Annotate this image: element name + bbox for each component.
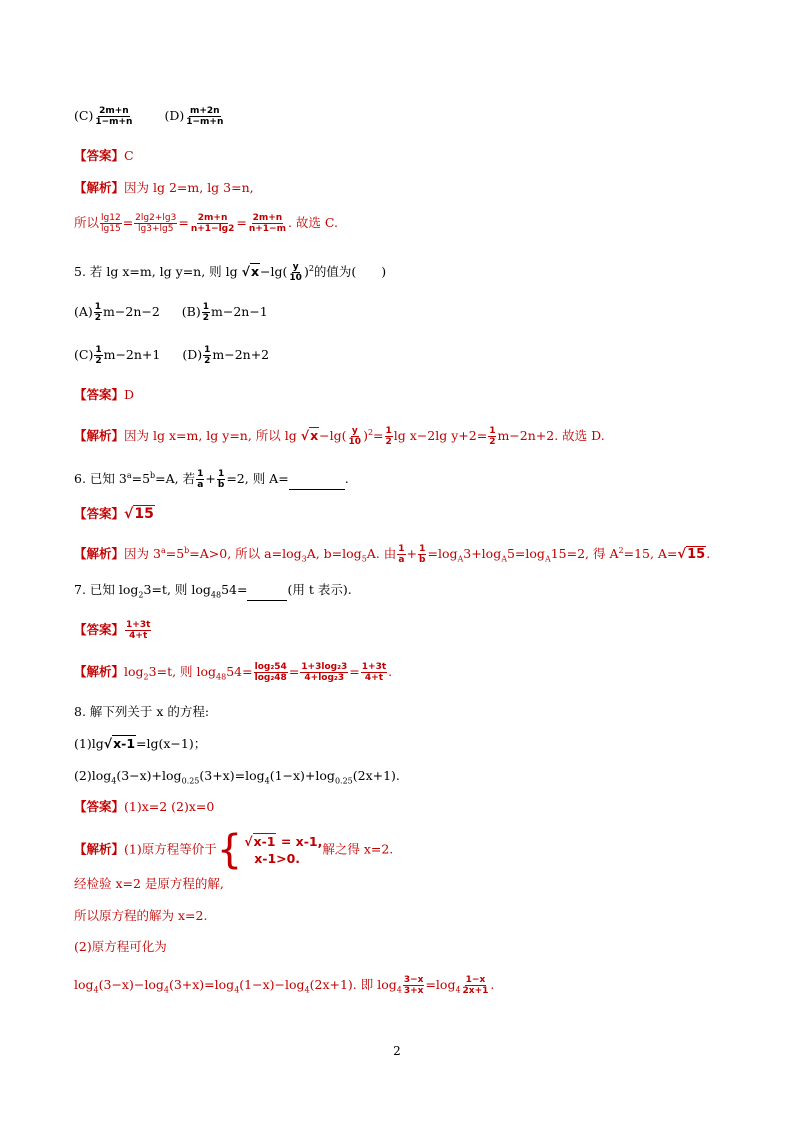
q7-answer-fraction: $\frac{1+3t}{4+t}$: [126, 620, 151, 641]
q8-part2: $(2)\log_4(3-x)+\log_{0.25}(3+x)=\log_4(1-x)+\log_{0.25}(2x+1)$.: [74, 768, 400, 786]
answer-blank: [247, 580, 287, 601]
q5-options-ab: (A) $\frac{1}{2}$ m−2n−2 (B) $\frac{1}{2}$ m−2n−1: [74, 302, 268, 323]
one-over-a-fraction: $\frac{1}{a}$: [197, 469, 204, 491]
half-fraction: $\frac{1}{2}$: [202, 302, 209, 323]
q4-option-d-fraction: $\frac{m+2n}{1-m+n}$: [186, 106, 224, 127]
sqrt-symbol: √x-1: [244, 834, 276, 849]
q6-analysis-line: 【解析】因为 $3^a=5^b=A>0$, 所以 $a=\log_3A$, $b=\log_5A$. 由 $\frac{1}{a}$ + $\frac{1}{b}$ $=\log_A3+\log_A5=\log_A15=2$, 得 $A^2=15$, A=√15.: [74, 544, 711, 566]
q4-answer-line: [74, 146, 134, 166]
q8-part1: (1)lg√x-1=lg(x−1)；: [74, 736, 207, 751]
q8-analysis-line5: $\log_4(3-x)-\log_4(3+x)=\log_4(1-x)-\log_4(2x+1)$. 即 $\log_4$ $\frac{3-x}{3+x}$ $=\log_4$ $\frac{1-x}{2x+1}$ .: [74, 975, 495, 996]
q4-analysis-line1: 【解析】因为 lg 2=m, lg 3=n,: [74, 180, 254, 195]
q5-y-over-10: $\frac{y}{10}$: [289, 262, 302, 284]
half-fraction: $\frac{1}{2}$: [95, 345, 102, 366]
q5-options-cd: (C) $\frac{1}{2}$ m−2n+1 (D) $\frac{1}{2}$ m−2n+2: [74, 345, 270, 366]
q8-analysis-line3: 所以原方程的解为 x=2.: [74, 908, 208, 923]
q8-analysis-line1: 【解析】(1)原方程等价于 { √x-1 = x-1, x-1>0. 解之得 x=2.: [74, 827, 394, 873]
sqrt-symbol: √x-1: [103, 736, 136, 751]
q6-answer-line: 【答案】√15: [74, 506, 154, 522]
q7-fraction-2: $\frac{\text{1+3log₂3}}{\text{4+log₂3}}$: [301, 662, 348, 683]
q5-answer-line: 【答案】D: [74, 387, 135, 402]
y-over-10-fraction: $\frac{y}{10}$: [348, 426, 362, 448]
analysis-tag: 【解析】: [74, 180, 125, 195]
one-over-b-fraction: $\frac{1}{b}$: [419, 544, 426, 566]
q7-stem: 7. 已知 $\log_23=t$, 则 $\log_{48}54=$ (用 t 表示).: [74, 582, 352, 600]
q7-answer-line: 【答案】 $\frac{1+3t}{4+t}$: [74, 620, 151, 641]
q8-analysis-line4: (2)原方程可化为: [74, 939, 167, 954]
q8-fraction-2: $\frac{1-x}{2x+1}$: [462, 975, 489, 996]
answer-blank: [289, 469, 345, 490]
q4-fraction-4: $\frac{2m+n}{n+1-m}$: [248, 213, 286, 234]
q4-option-c-fraction: $\frac{2m+n}{1-m+n}$: [95, 106, 133, 127]
sqrt-symbol: √x: [300, 428, 319, 444]
sqrt-symbol: √x: [241, 264, 260, 280]
q4-fraction-1: $\frac{\lg 12}{\lg 15}$: [101, 213, 121, 234]
q8-answer-line: 【答案】(1)x=2 (2)x=0: [74, 799, 215, 814]
half-fraction: $\frac{1}{2}$: [385, 426, 392, 448]
q6-answer-sqrt: √15: [124, 506, 154, 522]
sqrt-15: √15: [677, 547, 706, 563]
q4-fraction-2: $\frac{2\lg 2+\lg 3}{\lg 3+\lg 5}$: [135, 213, 177, 234]
half-fraction: $\frac{1}{2}$: [489, 426, 496, 448]
q4-option-d-label: (D): [164, 108, 185, 123]
q5-analysis-line: 【解析】因为 lg x=m, lg y=n, 所以 lg √x−lg( $\frac{y}{10}$ )$^2$= $\frac{1}{2}$ lg x−2lg y+2= $\frac{1}{2}$ m−2n+2. 故选 D.: [74, 426, 605, 448]
answer-tag: 【答案】: [74, 148, 125, 163]
half-fraction: $\frac{1}{2}$: [94, 302, 102, 323]
q4-analysis-line2: 所以 $\frac{\lg 12}{\lg 15}$ = $\frac{2\lg 2+\lg 3}{\lg 3+\lg 5}$ = $\frac{2m+n}{n+1-\lg 2}$ = $\frac{2m+n}{n+1-m}$ . 故选 C.: [74, 213, 338, 234]
q6-stem: 6. 已知 $3^a=5^b=A$, 若 $\frac{1}{a}$ + $\frac{1}{b}$ =2, 则 A= .: [74, 469, 349, 491]
page-number: 2: [393, 1044, 401, 1058]
one-over-b-fraction: $\frac{1}{b}$: [217, 469, 225, 491]
equation-system: { √x-1 = x-1, x-1>0.: [216, 827, 323, 873]
q7-analysis-line: 【解析】$\log_23=t$, 则 $\log_{48}54=$ $\frac{\text{log₂54}}{\text{log₂48}}$ = $\frac{\text{1+3log₂3}}{\text{4+log₂3}}$ = $\frac{1+3t}{4+t}$ .: [74, 662, 393, 683]
q8-stem: 8. 解下列关于 x 的方程:: [74, 704, 210, 719]
left-brace: {: [216, 827, 243, 873]
q8-fraction-1: $\frac{3-x}{3+x}$: [403, 975, 424, 996]
q4-fraction-3: $\frac{2m+n}{n+1-\lg 2}$: [190, 213, 235, 234]
q7-fraction-1: $\frac{\text{log₂54}}{\text{log₂48}}$: [254, 662, 287, 683]
q4-answer: C: [124, 148, 134, 163]
q5-stem: 5. 若 lg x=m, lg y=n, 则 lg √x−lg( $\frac{y}{10}$ )$^2$的值为( ): [74, 262, 387, 284]
q4-option-c-label: (C): [74, 108, 94, 123]
half-fraction: $\frac{1}{2}$: [204, 345, 211, 366]
q8-analysis-line2: 经检验 x=2 是原方程的解,: [74, 876, 224, 891]
q7-fraction-3: $\frac{1+3t}{4+t}$: [361, 662, 387, 683]
q4-options-line: [74, 106, 225, 127]
one-over-a-fraction: $\frac{1}{a}$: [398, 544, 405, 566]
